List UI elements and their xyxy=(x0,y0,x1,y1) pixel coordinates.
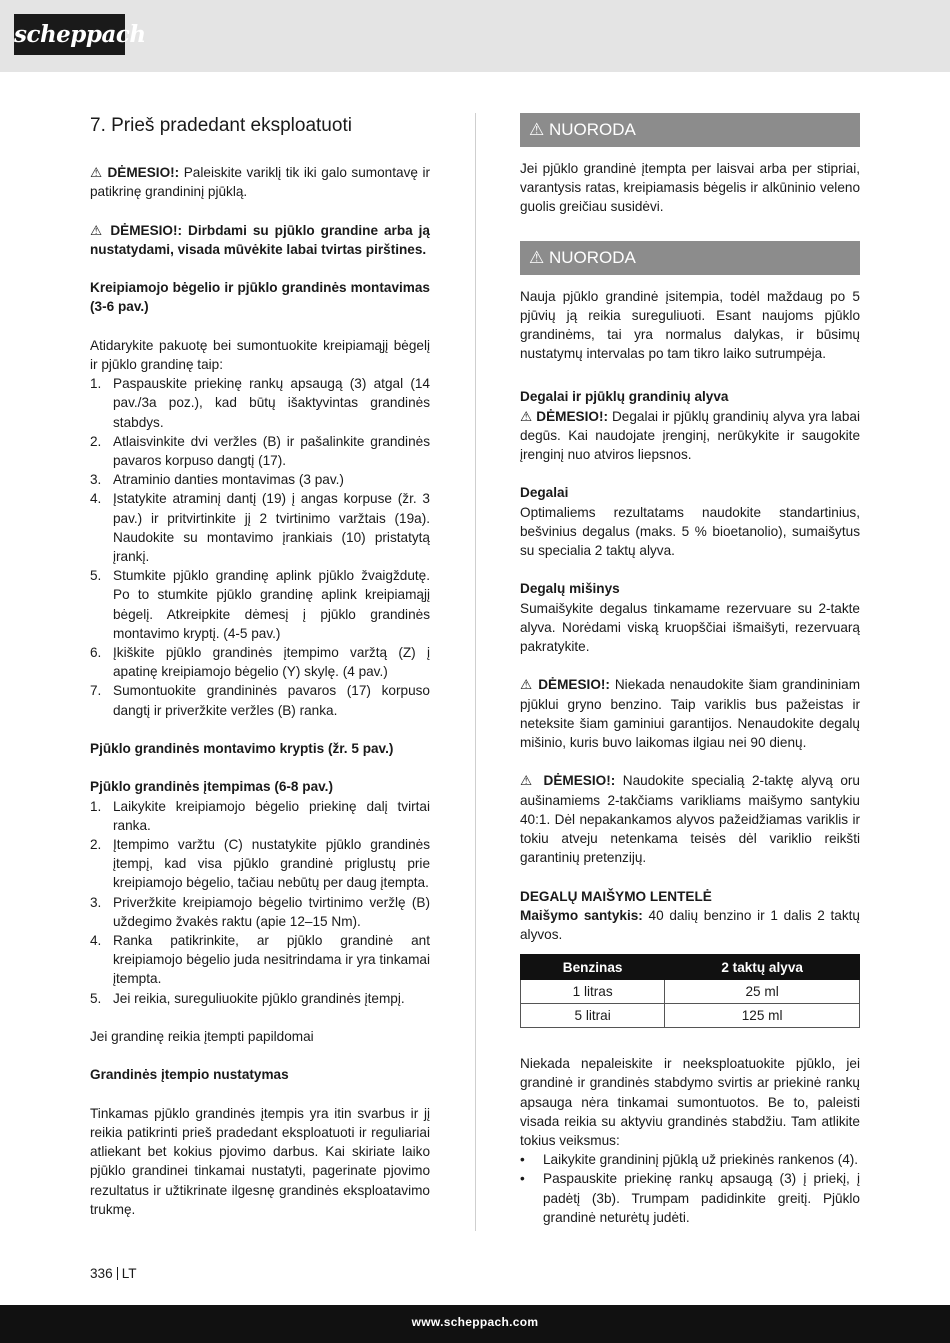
setting-text: Tinkamas pjūklo grandinės įtempis yra itin svarbus ir jį reikia patikrinti prieš pradedant eksploatuoti ir reguliariai atliekant bet kokius pjovimo darbus. Kai skiriate laiko pjūklo grandinei tinkamai nustatyti, pagerinate pjovimo rezultatus ir užtikrinate ilgesnę grandinės eksploatavimo trukmę. xyxy=(90,1105,430,1217)
ratio-text: 40 dalių benzino ir 1 dalis 2 taktų alyvos. xyxy=(520,907,860,943)
list-item: 1. Laikykite kreipiamojo bėgelio priekinę dalį tvirtai ranka. xyxy=(90,798,430,833)
page-number-separator xyxy=(117,1267,118,1280)
page-number-value: 336 xyxy=(90,1266,113,1281)
list-item: 3. Priveržkite kreipiamojo bėgelio tvirtinimo veržlę (B) uždegimo žvakės raktu (apie 12–15 Nm). xyxy=(90,894,430,929)
tension-heading: Pjūklo grandinės įtempimas (6-8 pav.) xyxy=(90,779,333,795)
setting-heading: Grandinės įtempio nustatymas xyxy=(90,1067,289,1083)
list-item: 4. Įstatykite atraminį dantį (19) į angas korpuse (žr. 3 pav.) ir pritvirtinkite jį 2 tvirtinimo varžtais (19a). Naudokite su montavimo įrankiais (10) pristatytą įrankį. xyxy=(90,491,430,565)
retension-text: Jei grandinę reikia įtempti papildomai xyxy=(90,1029,314,1045)
final-text: Niekada nepaleiskite ir neeksploatuokite pjūklo, jei grandinė ir grandinės stabdymo svirtis ar priekinė rankų apsauga nėra tinkamai sumontuotos. Be to, paleisti visada reikia su aktyviu grandinės stabdžiu. Tam atlikite tokius veiksmus: xyxy=(520,1056,860,1149)
right-column xyxy=(520,113,860,1246)
table-cell: 1 litras xyxy=(521,980,665,1004)
list-item: 7. Sumontuokite grandininės pavaros (17) korpuso dangtį ir priveržkite veržles (B) ranka. xyxy=(90,683,430,718)
list-item: • Laikykite grandininį pjūklą už priekinės rankenos (4). xyxy=(520,1152,859,1168)
list-item: 1. Paspauskite priekinę rankų apsaugą (3) atgal (14 pav./3a poz.), kad būtų išaktyvintas grandinės stabdys. xyxy=(90,376,430,430)
warning-icon: ⚠ xyxy=(90,222,105,238)
language-code: LT xyxy=(121,1266,137,1281)
warning-icon: ⚠ xyxy=(520,677,534,693)
page-number xyxy=(90,1264,137,1283)
table-row xyxy=(521,1004,860,1028)
mount-steps-list xyxy=(90,374,430,720)
list-item: 2. Įtempimo varžtu (C) nustatykite pjūklo grandinės įtempį, kad visa pjūklo grandinė priglustų prie kreipiamojo bėgelio, tačiau nebūtų per daug įtempta. xyxy=(90,837,430,891)
notice-banner: ⚠ NUORODA xyxy=(520,241,860,275)
warning-label: DĖMESIO!: xyxy=(107,165,180,180)
warning-label: DĖMESIO!: xyxy=(536,408,609,424)
table-header-cell: 2 taktų alyva xyxy=(665,955,860,980)
tension-steps-list xyxy=(90,797,430,1008)
mix-text: Sumaišykite degalus tinkamame rezervuare su 2-takte alyva. Norėdami viską kruopščiai išmaišyti, rezervuarą pakratykite. xyxy=(520,600,860,655)
header-bar xyxy=(0,0,950,72)
fuel-oil-heading: Degalai ir pjūklų grandinių alyva xyxy=(520,389,729,405)
warning-text: Paleiskite variklį tik iki galo sumontavę ir patikrinę grandininį pjūklą. xyxy=(90,165,430,200)
notice-text: Jei pjūklo grandinė įtempta per laisvai arba per stipriai, varantysis ratas, kreipiamasis bėgelis ir alkūninio veleno guolis greičiau susidėvi. xyxy=(520,161,860,215)
table-cell: 5 litrai xyxy=(521,1004,665,1028)
list-item: • Paspauskite priekinę rankų apsaugą (3) į priekį, į padėtį (3b). Trumpam padidinkite greitį. Pjūklo grandinė neturėtų judėti. xyxy=(520,1171,860,1225)
warning-icon: ⚠ xyxy=(90,165,103,180)
warning-text: Niekada nenaudokite šiam grandininiam pjūklui gryno benzino. Taip variklis bus pažeistas ir neteksite šiam gaminiui garantijos. Nenaudokite degalų mišinio, kuris buvo laikomas ilgiau nei 90 dienų. xyxy=(520,677,861,751)
left-column xyxy=(90,113,430,1238)
ratio-label: Maišymo santykis: xyxy=(520,907,643,923)
ratio-line xyxy=(520,906,860,944)
table-heading: DEGALŲ MAIŠYMO LENTELĖ xyxy=(520,888,712,904)
warning-icon: ⚠ xyxy=(520,773,536,789)
table-header-cell: Benzinas xyxy=(521,955,665,980)
mount-heading: Kreipiamojo bėgelio ir pjūklo grandinės montavimas (3-6 pav.) xyxy=(90,280,430,315)
notice-banner: ⚠ NUORODA xyxy=(520,113,860,147)
mount-intro: Atidarykite pakuotę bei sumontuokite kreipiamąjį bėgelį ir pjūklo grandinę taip: xyxy=(90,337,430,372)
section-title: 7. Prieš pradedant eksploatuoti xyxy=(90,115,352,136)
fuel-heading: Degalai xyxy=(520,485,569,501)
warning-gloves xyxy=(90,221,430,259)
list-item: 5. Stumkite pjūklo grandinę aplink pjūklo žvaigždutę. Po to stumkite pjūklo grandinę aplink kreipiamąjį bėgelį. Atkreipkite dėmesį į pjūklo grandinės montavimo kryptį. (4-5 pav.) xyxy=(90,568,430,641)
warning-engine-start xyxy=(90,163,430,201)
table-cell: 125 ml xyxy=(665,1004,860,1028)
warning-label: DĖMESIO!: xyxy=(543,773,616,789)
list-item: 3. Atraminio danties montavimas (3 pav.) xyxy=(90,472,344,488)
notice-text: Nauja pjūklo grandinė įsitempia, todėl maždaug po 5 pjūvių ją reikia sureguliuoti. Esant naujoms pjūklo grandinėms, tai yra normalus dalykas, ir būsimų nustatymų intervalas po tam tikro laiko sutrumpėja. xyxy=(520,288,860,362)
table-cell: 25 ml xyxy=(665,980,860,1004)
warning-gloves-text: DĖMESIO!: Dirbdami su pjūklo grandine arba ją nustatydami, visada mūvėkite labai tvirtas pirštines. xyxy=(90,222,430,257)
scheppach-logo: scheppach xyxy=(14,14,125,55)
warning-icon: ⚠ xyxy=(520,408,533,424)
warning-text: Naudokite specialią 2-taktę alyvą oru aušinamiems 2-takčiams varikliams maišymo santykiu 40:1. Dėl nepakankamos alyvos pažeidžiamas variklis ir tokiu atveju netenkama teisės dėl variklio reikšti garantinių pretenzijų. xyxy=(520,773,860,866)
table-header-row xyxy=(521,955,860,980)
list-item: 2. Atlaisvinkite dvi veržles (B) ir pašalinkite grandinės pavaros korpuso dangtį (17). xyxy=(90,433,430,468)
footer-url[interactable]: www.scheppach.com xyxy=(411,1315,539,1329)
column-divider xyxy=(475,113,476,1231)
footer-bar xyxy=(0,1305,950,1343)
warning-text: Degalai ir pjūklų grandinių alyva yra labai degūs. Kai naudojate įrenginį, nerūkykite ir saugokite įrenginį nuo atviros liepsnos. xyxy=(520,408,860,463)
warning-benzine xyxy=(520,675,860,752)
list-item: 6. Įkiškite pjūklo grandinės įtempimo varžtą (Z) į apatinę kreipiamojo bėgelio (Y) skylę. (4 pav.) xyxy=(90,645,430,680)
mix-heading: Degalų mišinys xyxy=(520,581,620,597)
warning-flammable xyxy=(520,407,860,465)
table-row xyxy=(521,980,860,1004)
list-item: 5. Jei reikia, sureguliuokite pjūklo grandinės įtempį. xyxy=(90,990,405,1006)
fuel-text: Optimaliems rezultatams naudokite standartinius, bešvinius degalus (maks. 5 % bioetanolio), sumaišytus su specialia 2 taktų alyva. xyxy=(520,504,860,559)
warning-label: DĖMESIO!: xyxy=(538,677,610,693)
final-bullets-list xyxy=(520,1150,860,1227)
mixing-table xyxy=(520,954,860,1028)
list-item: 4. Ranka patikrinkite, ar pjūklo grandinė ant kreipiamojo bėgelio juda nesitrindama ir yra tinkamai įtempta. xyxy=(90,933,430,987)
direction-heading: Pjūklo grandinės montavimo kryptis (žr. 5 pav.) xyxy=(90,741,394,757)
warning-oil xyxy=(520,771,860,867)
